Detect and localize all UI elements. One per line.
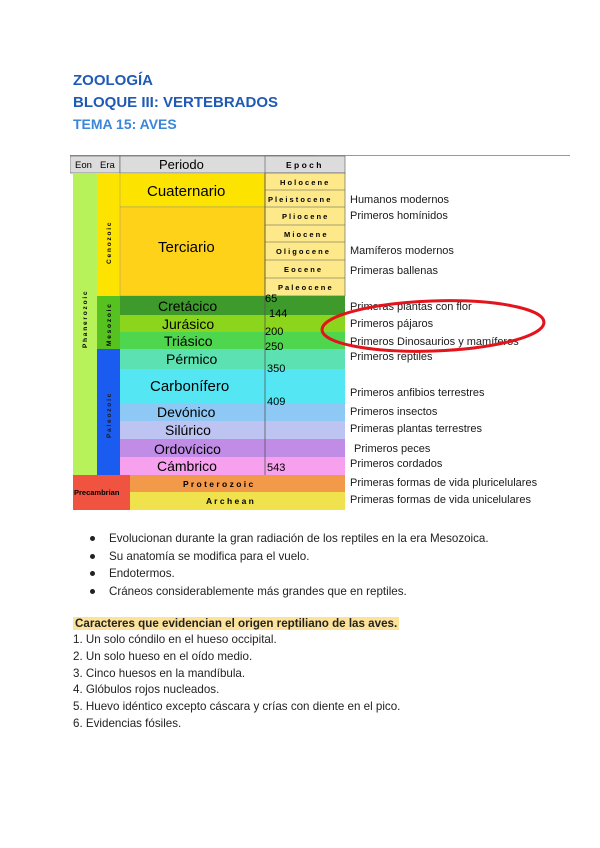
list-item: 4. Glóbulos rojos nucleados.	[73, 683, 220, 697]
topic-title: TEMA 15: AVES	[73, 116, 177, 132]
event-pajaros: Primeros pájaros	[350, 318, 434, 330]
event-dinosaurios: Primeros Dinosaurios y mamíferos	[350, 336, 519, 348]
header-era: Era	[100, 160, 115, 171]
archean: A r c h e a n	[206, 496, 254, 506]
event-pluricelulares: Primeras formas de vida pluricelulares	[350, 477, 538, 489]
bullet-icon	[90, 536, 95, 541]
event-mamiferos: Mamíferos modernos	[350, 245, 454, 257]
bullet-icon	[90, 554, 95, 559]
event-unicelulares: Primeras formas de vida unicelulares	[350, 494, 531, 506]
list-item: Cráneos considerablemente más grandes que en reptiles.	[88, 585, 489, 603]
event-cordados: Primeros cordados	[350, 458, 443, 470]
event-anfibios: Primeros anfibios terrestres	[350, 387, 485, 399]
event-plantas-flor: Primeras plantas con flor	[350, 301, 472, 313]
block-title: BLOQUE III: VERTEBRADOS	[73, 94, 279, 111]
event-plantas-terrestres: Primeras plantas terrestres	[350, 423, 483, 435]
epoch-pleistocene: P l e i s t o c e n e	[268, 195, 331, 204]
event-humanos: Humanos modernos	[350, 194, 450, 206]
list-item: 5. Huevo idéntico excepto cáscara y crías con diente en el pico.	[73, 700, 401, 714]
event-ballenas: Primeras ballenas	[350, 265, 439, 277]
period-cretacico: Cretácico	[158, 298, 218, 314]
age-200: 200	[265, 326, 284, 338]
subject-title: ZOOLOGÍA	[73, 72, 153, 89]
epoch-miocene: M i o c e n e	[284, 230, 327, 239]
list-item: Evolucionan durante la gran radiación de los reptiles en la era Mesozoica.	[88, 532, 489, 550]
list-item: 6. Evidencias fósiles.	[73, 716, 182, 730]
epoch-oligocene: O l i g o c e n e	[276, 247, 329, 256]
age-543: 543	[267, 462, 286, 474]
event-peces: Primeros peces	[354, 443, 431, 455]
age-250: 250	[265, 341, 284, 353]
list-item: Endotermos.	[88, 567, 489, 585]
bullet-icon	[90, 589, 95, 594]
period-cuaternario: Cuaternario	[147, 183, 226, 200]
bullet-list	[88, 532, 489, 602]
header-period: Periodo	[159, 157, 204, 172]
period-cambrico: Cámbrico	[157, 458, 217, 474]
list-item: 3. Cinco huesos en la mandíbula.	[73, 666, 246, 680]
header-epoch: E p o c h	[286, 160, 322, 170]
era-paleozoic: P a l e o z o i c	[106, 393, 113, 438]
epoch-holocene: H o l o c e n e	[280, 178, 329, 187]
list-item: 1. Un solo cóndilo en el hueso occipital.	[73, 633, 277, 646]
era-mesozoic: M e s o z o i c	[106, 304, 113, 346]
period-permico: Pérmico	[166, 351, 218, 367]
geologic-timescale-figure	[70, 152, 570, 512]
eon-phanerozoic: P h a n e r o z o i c	[82, 291, 89, 348]
event-reptiles: Primeros reptiles	[350, 351, 433, 363]
list-item: Su anatomía se modifica para el vuelo.	[88, 550, 489, 568]
age-409: 409	[267, 396, 286, 408]
age-65: 65	[265, 293, 278, 305]
epoch-paleocene: P a l e o c e n e	[278, 283, 332, 292]
bullet-icon	[90, 571, 95, 576]
period-devonico: Devónico	[157, 404, 216, 420]
age-144: 144	[269, 308, 288, 320]
epoch-pliocene: P l i o c e n e	[282, 212, 328, 221]
period-terciario: Terciario	[158, 239, 215, 256]
period-carbonifero: Carbonífero	[150, 378, 230, 395]
age-350: 350	[267, 363, 286, 375]
header-eon: Eon	[75, 160, 92, 171]
period-triasico: Triásico	[164, 333, 213, 349]
epoch-eocene: E o c e n e	[284, 265, 322, 274]
event-insectos: Primeros insectos	[350, 406, 438, 418]
event-hominidos: Primeros homínidos	[350, 210, 448, 222]
numbered-list	[73, 633, 400, 734]
period-silurico: Silúrico	[165, 422, 211, 438]
precambrian: Precambrian	[74, 488, 120, 497]
proterozoic: P r o t e r o z o i c	[183, 479, 254, 489]
section-heading: Caracteres que evidencian el origen reptiliano de las aves.	[75, 617, 398, 630]
list-item: 2. Un solo hueso en el oído medio.	[73, 649, 253, 663]
era-cenozoic: C e n o z o i c	[106, 222, 113, 264]
period-ordovicico: Ordovícico	[154, 441, 221, 457]
period-jurasico: Jurásico	[162, 316, 215, 332]
